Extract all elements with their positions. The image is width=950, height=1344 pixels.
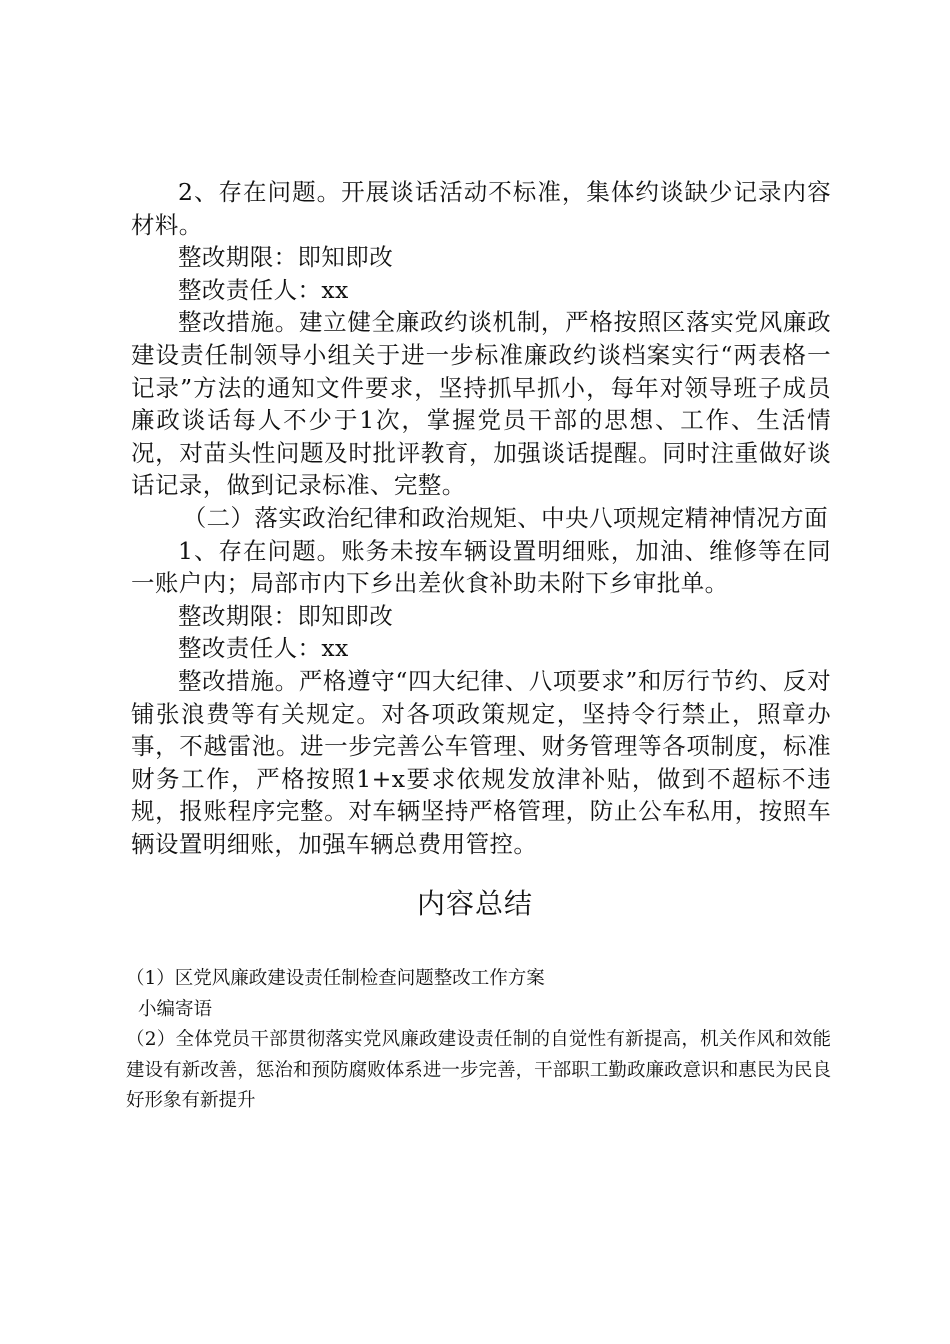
paragraph-deadline: 整改期限：即知即改 [178,243,394,272]
paragraph-responsible: 整改责任人：xx [178,275,349,304]
paragraph-deadline-2: 整改期限：即知即改 [178,601,394,630]
summary-item-2: （2）全体党员干部贯彻落实党风廉政建设责任制的自觉性有新提高，机关作风和效能建设有新改善，惩治和预防腐败体系进一步完善，干部职工勤政廉政意识和惠民为民良好形象有新提升 [126,1029,831,1111]
document-body [131,176,831,860]
paragraph-responsible-2: 整改责任人：xx [178,634,349,663]
section-heading-2: （二）落实政治纪律和政治规矩、中央八项规定精神情况方面 [182,503,828,532]
paragraph-issue-1: 1、存在问题。账务未按车辆设置明细账，加油、维修等在同一账户内；局部市内下乡出差伙食补助未附下乡审批单。 [131,536,831,598]
paragraph-issue-2: 2、存在问题。开展谈话活动不标准，集体约谈缺少记录内容材料。 [131,178,831,239]
summary-item-1: （1）区党风廉政建设责任制检查问题整改工作方案 [126,968,545,989]
paragraph-measures: 整改措施。建立健全廉政约谈机制，严格按照区落实党风廉政建设责任制领导小组关于进一步标准廉政约谈档案实行“两表格一记录”方法的通知文件要求，坚持抓早抓小，每年对领导班子成员廉政谈话每人不少于1次，掌握党员干部的思想、工作、生活情况，对苗头性问题及时批评教育，加强谈话提醒。同时注重做好谈话记录，做到记录标准、完整。 [131,308,831,500]
summary-section [126,964,831,1117]
editor-note: 小编寄语 [138,998,213,1020]
summary-title: 内容总结 [416,887,533,920]
paragraph-measures-2: 整改措施。严格遵守“四大纪律、八项要求”和厉行节约、反对铺张浪费等有关规定。对各项政策规定，坚持令行禁止，照章办事，不越雷池。进一步完善公车管理、财务管理等各项制度，标准财务工作，严格按照1+x要求依规发放津补贴，做到不超标不违规，报账程序完整。对车辆坚持严格管理，防止公车私用，按照车辆设置明细账，加强车辆总费用管控。 [131,666,831,858]
